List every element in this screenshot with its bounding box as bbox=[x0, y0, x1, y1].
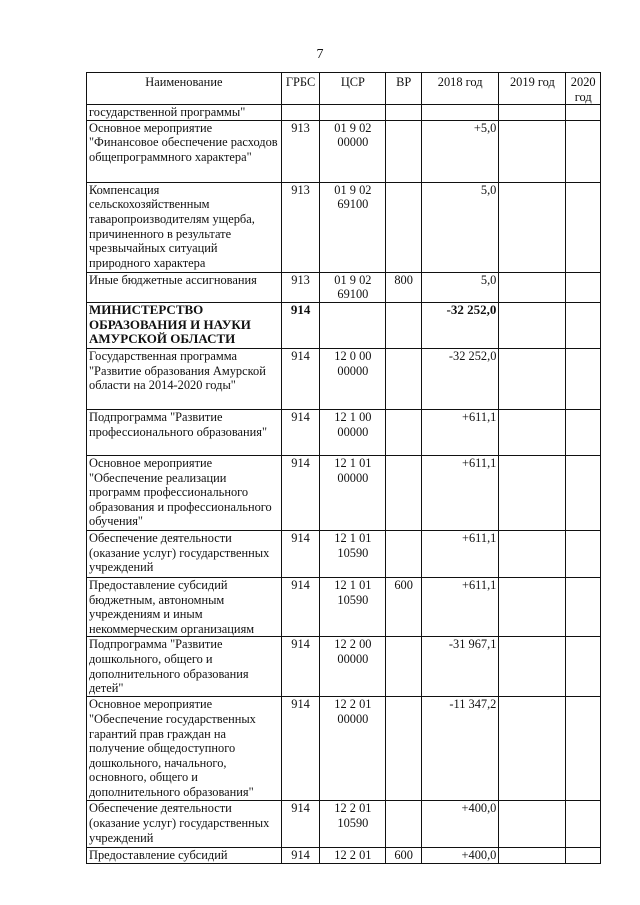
cell-name: Предоставление субсидий bbox=[87, 848, 282, 864]
cell-grbs: 913 bbox=[281, 272, 320, 302]
cell-2020 bbox=[566, 120, 601, 182]
cell-name: Иные бюджетные ассигнования bbox=[87, 272, 282, 302]
cell-name: Обеспечение деятельности (оказание услуг) государственных учреждений bbox=[87, 530, 282, 577]
table-row bbox=[87, 182, 601, 272]
cell-2018: +611,1 bbox=[421, 577, 498, 636]
cell-2018: -32 252,0 bbox=[421, 302, 498, 348]
cell-2020 bbox=[566, 801, 601, 848]
cell-2020 bbox=[566, 577, 601, 636]
cell-grbs: 914 bbox=[281, 848, 320, 864]
cell-2020 bbox=[566, 302, 601, 348]
cell-grbs: 914 bbox=[281, 302, 320, 348]
cell-2018: +400,0 bbox=[421, 801, 498, 848]
cell-2019 bbox=[499, 637, 566, 697]
table-row bbox=[87, 272, 601, 302]
cell-2020 bbox=[566, 182, 601, 272]
csr-code-part-1: 12 1 01 bbox=[334, 455, 372, 470]
cell-2018: -11 347,2 bbox=[421, 697, 498, 801]
cell-grbs: 914 bbox=[281, 577, 320, 636]
cell-vr bbox=[386, 105, 422, 121]
table-row bbox=[87, 348, 601, 409]
csr-code-part-1: 01 9 02 bbox=[334, 272, 372, 287]
cell-2020 bbox=[566, 409, 601, 455]
header-vr: ВР bbox=[386, 73, 422, 105]
cell-name: МИНИСТЕРСТВО ОБРАЗОВАНИЯ И НАУКИ АМУРСКОЙ ОБЛАСТИ bbox=[87, 302, 282, 348]
cell-vr bbox=[386, 409, 422, 455]
csr-code-part-2: 00000 bbox=[337, 711, 369, 726]
csr-code-part-2: 00000 bbox=[337, 470, 369, 485]
cell-vr bbox=[386, 120, 422, 182]
cell-2020 bbox=[566, 105, 601, 121]
cell-2019 bbox=[499, 348, 566, 409]
table-row bbox=[87, 577, 601, 636]
cell-2018: +611,1 bbox=[421, 455, 498, 530]
cell-vr bbox=[386, 348, 422, 409]
header-2019: 2019 год bbox=[499, 73, 566, 105]
csr-code-part-2: 69100 bbox=[337, 197, 369, 212]
cell-2018: +611,1 bbox=[421, 409, 498, 455]
cell-csr bbox=[320, 302, 386, 348]
csr-code-part-1: 12 1 01 bbox=[334, 577, 372, 592]
table-row bbox=[87, 105, 601, 121]
cell-2019 bbox=[499, 697, 566, 801]
cell-2019 bbox=[499, 801, 566, 848]
cell-2020 bbox=[566, 637, 601, 697]
cell-csr bbox=[320, 272, 386, 302]
cell-2020 bbox=[566, 530, 601, 577]
cell-grbs: 914 bbox=[281, 409, 320, 455]
table-row bbox=[87, 409, 601, 455]
cell-vr: 600 bbox=[386, 577, 422, 636]
cell-csr bbox=[320, 577, 386, 636]
csr-code-part-1: 12 1 00 bbox=[334, 409, 372, 424]
cell-2019 bbox=[499, 409, 566, 455]
cell-name: Основное мероприятие "Финансовое обеспечение расходов общепрограммного характера" bbox=[87, 120, 282, 182]
cell-csr bbox=[320, 409, 386, 455]
cell-2019 bbox=[499, 272, 566, 302]
cell-vr bbox=[386, 302, 422, 348]
page-number: 7 bbox=[316, 47, 324, 62]
cell-2020 bbox=[566, 272, 601, 302]
table-body bbox=[87, 105, 601, 864]
csr-code-part-2: 10590 bbox=[337, 545, 369, 560]
cell-csr bbox=[320, 348, 386, 409]
csr-code-part-2: 10590 bbox=[337, 592, 369, 607]
table-row bbox=[87, 697, 601, 801]
csr-code-part-1: 01 9 02 bbox=[334, 120, 372, 135]
cell-vr bbox=[386, 637, 422, 697]
cell-2018: 5,0 bbox=[421, 272, 498, 302]
cell-2019 bbox=[499, 302, 566, 348]
csr-code-part-1: 12 1 01 bbox=[334, 530, 372, 545]
cell-2018 bbox=[421, 105, 498, 121]
cell-csr bbox=[320, 120, 386, 182]
cell-csr bbox=[320, 637, 386, 697]
csr-code-part-1: 12 0 00 bbox=[334, 348, 372, 363]
cell-2019 bbox=[499, 120, 566, 182]
cell-grbs: 914 bbox=[281, 637, 320, 697]
cell-vr bbox=[386, 530, 422, 577]
table-row bbox=[87, 455, 601, 530]
cell-name: Предоставление субсидий бюджетным, автономным учреждениям и иным некоммерческим организациям bbox=[87, 577, 282, 636]
cell-name: Компенсация сельскохозяйственным таваропроизводителям ущерба, причиненного в результате чрезвычайных ситуаций природного характера bbox=[87, 182, 282, 272]
cell-name: Подпрограмма "Развитие профессионального образования" bbox=[87, 409, 282, 455]
cell-2018: +611,1 bbox=[421, 530, 498, 577]
cell-name: Подпрограмма "Развитие дошкольного, общего и дополнительного образования детей" bbox=[87, 637, 282, 697]
header-2018: 2018 год bbox=[421, 73, 498, 105]
table-header-row bbox=[87, 73, 601, 105]
header-name: Наименование bbox=[87, 73, 282, 105]
cell-vr bbox=[386, 697, 422, 801]
csr-code-part-2: 69100 bbox=[337, 287, 369, 302]
csr-code-part-1: 01 9 02 bbox=[334, 182, 372, 197]
cell-name: Основное мероприятие "Обеспечение государственных гарантий прав граждан на получение общедоступного дошкольного, начального, основного, общего и дополнительного образования" bbox=[87, 697, 282, 801]
cell-csr bbox=[320, 697, 386, 801]
cell-grbs: 914 bbox=[281, 697, 320, 801]
csr-code-part-2: 00000 bbox=[337, 424, 369, 439]
cell-grbs bbox=[281, 105, 320, 121]
cell-2019 bbox=[499, 577, 566, 636]
header-csr: ЦСР bbox=[320, 73, 386, 105]
csr-code-part-1: 12 2 01 bbox=[334, 801, 372, 816]
cell-2019 bbox=[499, 455, 566, 530]
cell-grbs: 914 bbox=[281, 530, 320, 577]
table-row bbox=[87, 302, 601, 348]
cell-2018: -32 252,0 bbox=[421, 348, 498, 409]
cell-name: Обеспечение деятельности (оказание услуг) государственных учреждений bbox=[87, 801, 282, 848]
table-row bbox=[87, 637, 601, 697]
table-row bbox=[87, 801, 601, 848]
csr-code-part-2: 00000 bbox=[337, 135, 369, 150]
cell-csr bbox=[320, 182, 386, 272]
cell-2020 bbox=[566, 848, 601, 864]
cell-2019 bbox=[499, 530, 566, 577]
cell-2020 bbox=[566, 697, 601, 801]
cell-csr bbox=[320, 455, 386, 530]
cell-name: Основное мероприятие "Обеспечение реализации программ профессионального образования и профессионального обучения" bbox=[87, 455, 282, 530]
cell-grbs: 914 bbox=[281, 801, 320, 848]
cell-2018: 5,0 bbox=[421, 182, 498, 272]
table-row bbox=[87, 848, 601, 864]
cell-2019 bbox=[499, 848, 566, 864]
cell-2018: +400,0 bbox=[421, 848, 498, 864]
csr-code-part-2: 10590 bbox=[337, 815, 369, 830]
cell-2020 bbox=[566, 455, 601, 530]
cell-2019 bbox=[499, 105, 566, 121]
cell-grbs: 913 bbox=[281, 120, 320, 182]
header-2020: 2020 год bbox=[566, 73, 601, 105]
cell-2019 bbox=[499, 182, 566, 272]
csr-code-part-2: 00000 bbox=[337, 651, 369, 666]
csr-code-part-1: 12 2 01 bbox=[334, 848, 372, 863]
table-row bbox=[87, 120, 601, 182]
cell-name: государственной программы" bbox=[87, 105, 282, 121]
cell-csr bbox=[320, 530, 386, 577]
csr-code-part-1: 12 2 00 bbox=[334, 637, 372, 652]
csr-code-part-2: 00000 bbox=[337, 363, 369, 378]
cell-vr: 800 bbox=[386, 272, 422, 302]
budget-table bbox=[86, 72, 601, 864]
cell-csr bbox=[320, 801, 386, 848]
cell-vr: 600 bbox=[386, 848, 422, 864]
cell-2018: +5,0 bbox=[421, 120, 498, 182]
cell-vr bbox=[386, 182, 422, 272]
cell-name: Государственная программа "Развитие образования Амурской области на 2014-2020 годы" bbox=[87, 348, 282, 409]
cell-2018: -31 967,1 bbox=[421, 637, 498, 697]
cell-grbs: 914 bbox=[281, 348, 320, 409]
header-grbs: ГРБС bbox=[281, 73, 320, 105]
cell-csr bbox=[320, 105, 386, 121]
cell-2020 bbox=[566, 348, 601, 409]
cell-vr bbox=[386, 801, 422, 848]
table-row bbox=[87, 530, 601, 577]
csr-code-part-1: 12 2 01 bbox=[334, 697, 372, 712]
cell-grbs: 914 bbox=[281, 455, 320, 530]
cell-vr bbox=[386, 455, 422, 530]
cell-grbs: 913 bbox=[281, 182, 320, 272]
cell-csr bbox=[320, 848, 386, 864]
